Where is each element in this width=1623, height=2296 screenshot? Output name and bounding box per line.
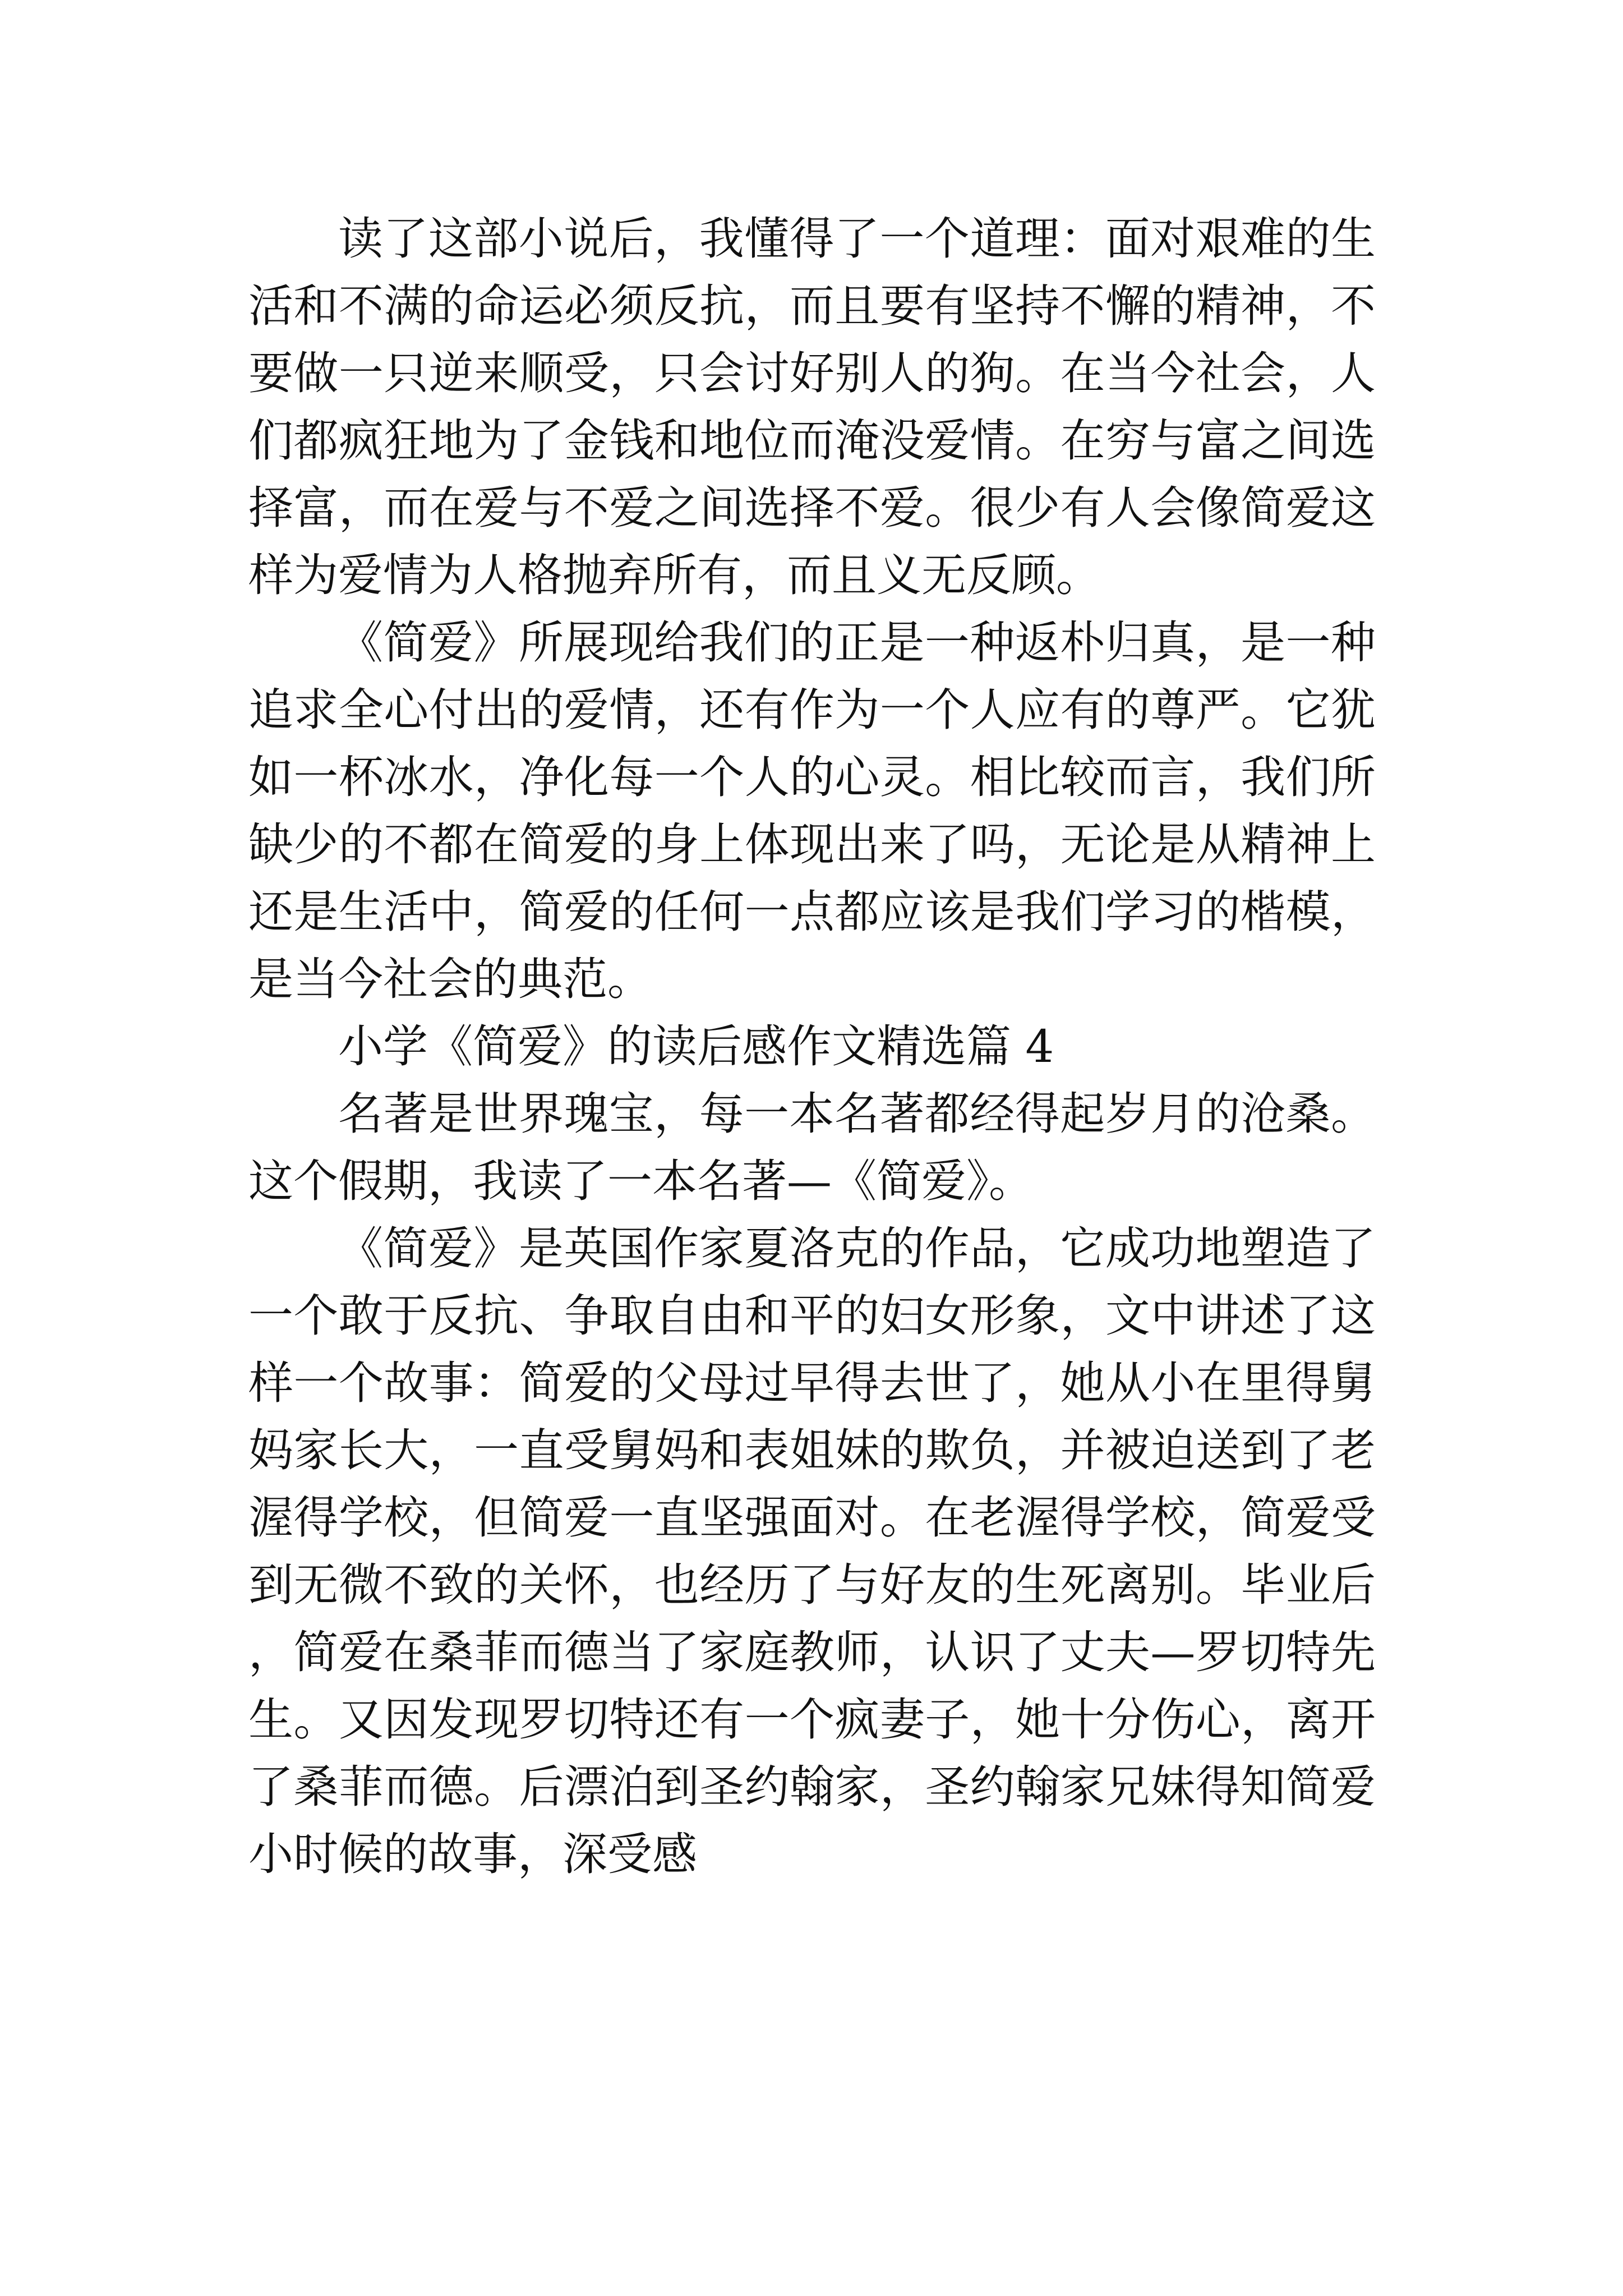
section-heading: 小学《简爱》的读后感作文精选篇 4	[338, 1020, 1054, 1073]
paragraph-masterpiece-intro: 名著是世界瑰宝，每一本名著都经得起岁月的沧桑。这个假期，我读了一本名著—《简爱》。	[248, 1088, 1376, 1207]
paragraph-story-summary: 《简爱》是英国作家夏洛克的作品，它成功地塑造了一个敢于反抗、争取自由和平的妇女形象，文中讲述了这样一个故事：简爱的父母过早得去世了，她从小在里得舅妈家长大，一直受舅妈和表姐妹的欺负，并被迫送到了老渥得学校，但简爱一直坚强面对。在老渥得学校，简爱受到无微不致的关怀，也经历了与好友的生死离别。毕业后，简爱在桑菲而德当了家庭教师，认识了丈夫—罗切特先生。又因发现罗切特还有一个疯妻子，她十分伤心，离开了桑菲而德。后漂泊到圣约翰家，圣约翰家兄妹得知简爱小时候的故事，深受感	[248, 1222, 1376, 1880]
paragraph-jane-eyre-value: 《简爱》所展现给我们的正是一种返朴归真，是一种追求全心付出的爱情，还有作为一个人应有的尊严。它犹如一杯冰水，净化每一个人的心灵。相比较而言，我们所缺少的不都在简爱的身上体现出来了吗，无论是从精神上还是生活中，简爱的任何一点都应该是我们学习的楷模，是当今社会的典范。	[248, 616, 1376, 1005]
paragraph-reflection: 读了这部小说后，我懂得了一个道理：面对艰难的生活和不满的命运必须反抗，而且要有坚持不懈的精神，不要做一只逆来顺受，只会讨好别人的狗。在当今社会，人们都疯狂地为了金钱和地位而淹没爱情。在穷与富之间选择富，而在爱与不爱之间选择不爱。很少有人会像简爱这样为爱情为人格抛弃所有，而且义无反顾。	[248, 213, 1376, 601]
document-body	[248, 205, 1376, 1888]
